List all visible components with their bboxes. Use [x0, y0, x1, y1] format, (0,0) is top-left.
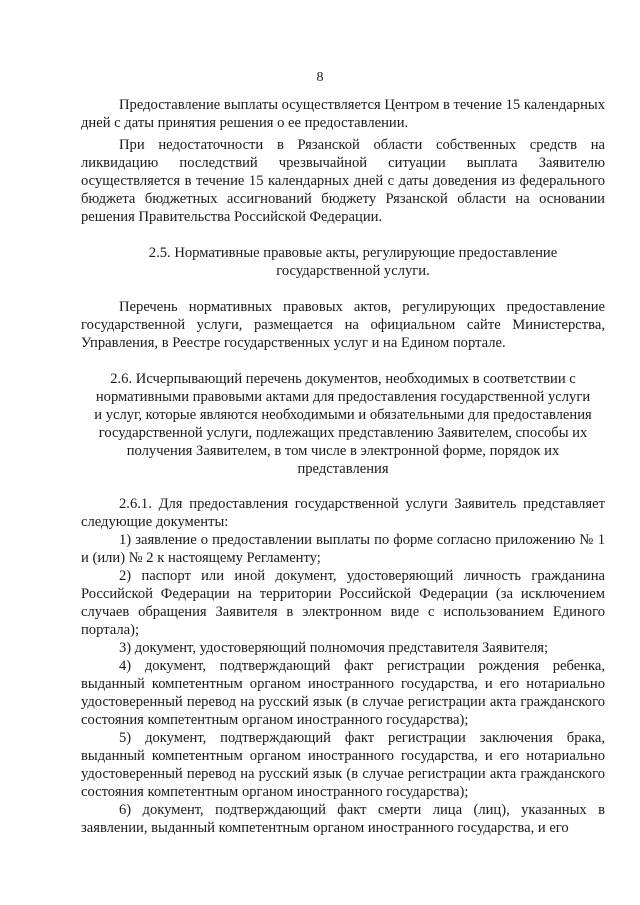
list-item-1: 1) заявление о предоставлении выплаты по форме согласно приложению № 1 и (или) № 2 к настоящему Регламенту;	[81, 532, 605, 566]
section-2-6-heading: 2.6. Исчерпывающий перечень документов, необходимых в соответствии с нормативными правовыми актами для предоставления государственной услуги и услуг, которые являются необходимыми и обязательными для предоставления государственной услуги, подлежащих представлению Заявителем, способы их получения Заявителем, в том числе в электронной форме, порядок их представления	[94, 371, 592, 477]
page-number: 8	[316, 70, 324, 85]
section-2-5-text: Перечень нормативных правовых актов, регулирующих предоставление государственной услуги, размещается на официальном сайте Министерства, Управления, в Реестре государственных услуг и на Едином портале.	[81, 299, 605, 351]
list-item-6: 6) документ, подтверждающий факт смерти лица (лиц), указанных в заявлении, выданный компетентным органом иностранного государства, и его	[81, 802, 605, 836]
list-item-2: 2) паспорт или иной документ, удостоверяющий личность гражданина Российской Федерации на территории Российской Федерации (за исключением случаев обращения Заявителя в электронном виде с использованием Единого портала);	[81, 568, 605, 638]
section-2-6-1-intro: 2.6.1. Для предоставления государственной услуги Заявитель представляет следующие документы:	[81, 496, 605, 530]
paragraph-insufficient-funds: При недостаточности в Рязанской области собственных средств на ликвидацию последствий чрезвычайной ситуации выплата Заявителю осуществляется в течение 15 календарных дней с даты доведения из федерального бюджета бюджетных ассигнований бюджету Рязанской области на основании решения Правительства Российской Федерации.	[81, 137, 605, 225]
document-body	[81, 96, 605, 837]
paragraph-payment-term: Предоставление выплаты осуществляется Центром в течение 15 календарных дней с даты принятия решения о ее предоставлении.	[81, 97, 605, 131]
list-item-5: 5) документ, подтверждающий факт регистрации заключения брака, выданный компетентным органом иностранного государства, и его нотариально удостоверенный перевод на русский язык (в случае регистрации акта гражданского состояния компетентным органом иностранного государства);	[81, 730, 605, 800]
list-item-3: 3) документ, удостоверяющий полномочия представителя Заявителя;	[119, 640, 549, 656]
section-2-5-heading: 2.5. Нормативные правовые акты, регулирующие предоставление государственной услуги.	[148, 245, 558, 279]
list-item-4: 4) документ, подтверждающий факт регистрации рождения ребенка, выданный компетентным органом иностранного государства, и его нотариально удостоверенный перевод на русский язык (в случае регистрации акта гражданского состояния компетентным органом иностранного государства);	[81, 658, 605, 728]
